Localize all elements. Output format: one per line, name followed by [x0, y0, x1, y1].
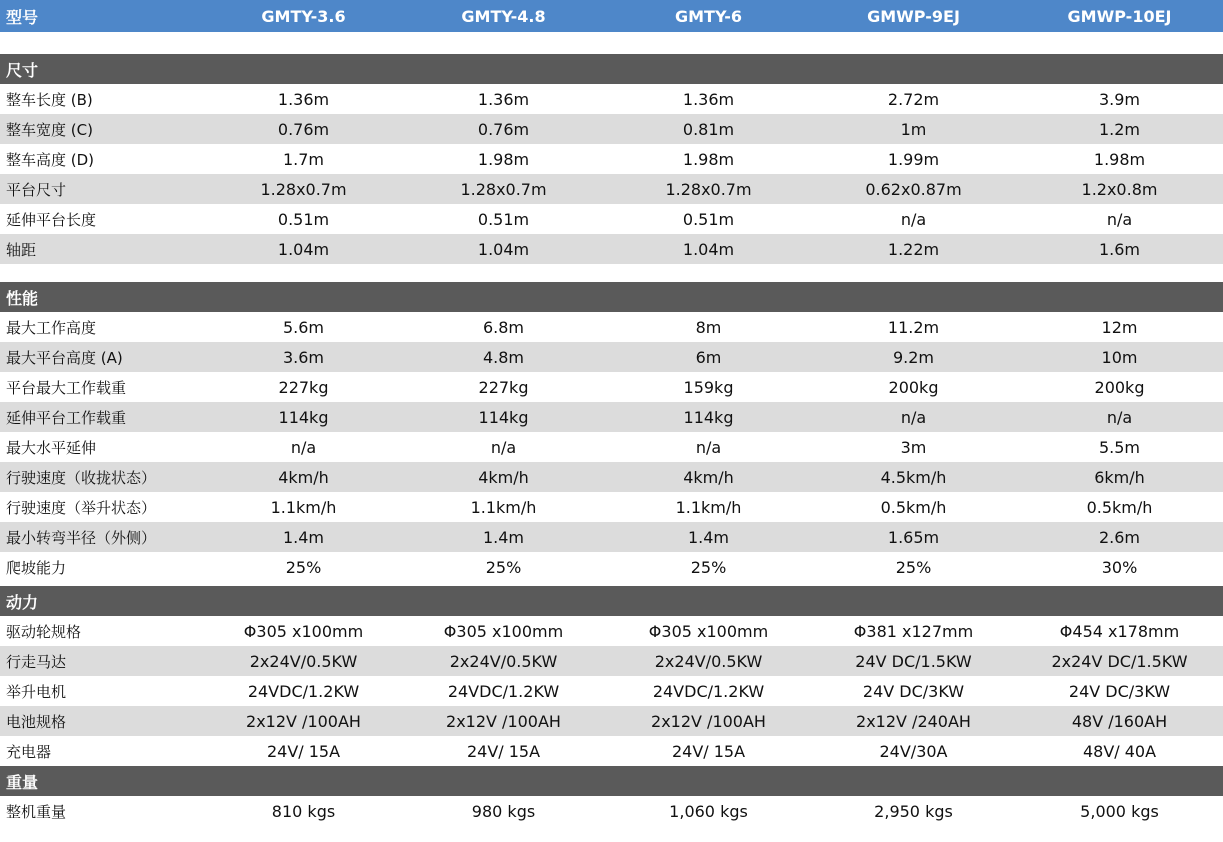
row-value: 114kg — [683, 407, 734, 427]
row-value: 0.51m — [277, 209, 330, 229]
row-value: 810 kgs — [271, 801, 336, 821]
row-value: 2x12V /240AH — [856, 711, 971, 731]
row-value: 3.6m — [282, 347, 325, 367]
row-value: 1m — [900, 119, 927, 139]
row-value: 24V DC/3KW — [1068, 681, 1171, 701]
row-value: 2x24V/0.5KW — [654, 651, 763, 671]
table-row — [0, 144, 1223, 174]
row-value: 12m — [1101, 317, 1138, 337]
row-value: 9.2m — [892, 347, 935, 367]
model-header: GMTY-6 — [675, 6, 742, 26]
table-row — [0, 616, 1223, 646]
row-value: 1.98m — [477, 149, 530, 169]
row-label: 最大水平延伸 — [6, 438, 97, 457]
row-value: 6.8m — [482, 317, 525, 337]
row-value: 24V/ 15A — [466, 741, 541, 761]
row-value: Φ305 x100mm — [443, 621, 564, 641]
row-label: 整机重量 — [6, 802, 67, 821]
row-value: 200kg — [1094, 377, 1145, 397]
row-value: 1.04m — [682, 239, 735, 259]
table-row — [0, 312, 1223, 342]
table-row — [0, 462, 1223, 492]
row-value: 1.65m — [887, 527, 940, 547]
row-value: 0.51m — [477, 209, 530, 229]
row-value: 8m — [695, 317, 722, 337]
row-value: 24V/ 15A — [671, 741, 746, 761]
row-value: 5.6m — [282, 317, 325, 337]
row-label: 驱动轮规格 — [6, 622, 82, 641]
row-value: 1.98m — [682, 149, 735, 169]
row-value: 1.6m — [1098, 239, 1141, 259]
row-value: n/a — [490, 437, 517, 457]
table-row — [0, 432, 1223, 462]
row-value: 6m — [695, 347, 722, 367]
row-value: Φ454 x178mm — [1059, 621, 1180, 641]
row-value: Φ305 x100mm — [243, 621, 364, 641]
section-header — [0, 766, 1223, 796]
row-value: 159kg — [683, 377, 734, 397]
row-value: n/a — [290, 437, 317, 457]
row-value: 25% — [485, 557, 522, 577]
row-value: 0.5km/h — [880, 497, 947, 517]
table-row — [0, 492, 1223, 522]
table-row — [0, 234, 1223, 264]
row-label: 举升电机 — [6, 682, 67, 701]
row-value: 2x24V/0.5KW — [449, 651, 558, 671]
row-label: 最小转弯半径（外侧） — [6, 528, 157, 547]
section-title: 重量 — [6, 772, 39, 792]
table-row — [0, 522, 1223, 552]
row-value: 48V/ 40A — [1082, 741, 1157, 761]
row-value: 1.1km/h — [270, 497, 337, 517]
row-value: 25% — [285, 557, 322, 577]
sections-container — [0, 32, 1223, 826]
table-row — [0, 372, 1223, 402]
row-value: 5,000 kgs — [1080, 801, 1159, 821]
row-value: 2.72m — [887, 89, 940, 109]
row-value: 24V/ 15A — [266, 741, 341, 761]
row-value: 1.04m — [477, 239, 530, 259]
row-value: 1.7m — [282, 149, 325, 169]
row-value: 2x12V /100AH — [446, 711, 561, 731]
row-value: 1.98m — [1093, 149, 1146, 169]
row-value: 24VDC/1.2KW — [447, 681, 560, 701]
row-value: 3.9m — [1098, 89, 1141, 109]
row-value: 3m — [900, 437, 927, 457]
row-label: 最大工作高度 — [6, 318, 97, 337]
row-label: 延伸平台长度 — [6, 210, 97, 229]
table-row — [0, 552, 1223, 582]
section-header — [0, 586, 1223, 616]
header-row — [0, 0, 1223, 32]
row-value: 4.5km/h — [880, 467, 947, 487]
row-value: 2,950 kgs — [874, 801, 953, 821]
row-value: 10m — [1101, 347, 1138, 367]
row-value: 30% — [1101, 557, 1138, 577]
row-value: 980 kgs — [471, 801, 536, 821]
table-row — [0, 84, 1223, 114]
row-value: 2.6m — [1098, 527, 1141, 547]
row-label: 电池规格 — [6, 712, 67, 731]
row-value: 24VDC/1.2KW — [652, 681, 765, 701]
section-title: 尺寸 — [6, 60, 39, 80]
table-row — [0, 174, 1223, 204]
row-value: Φ305 x100mm — [648, 621, 769, 641]
row-value: 4km/h — [478, 467, 529, 487]
row-value: 24V/30A — [879, 741, 948, 761]
table-row — [0, 204, 1223, 234]
row-label: 整车长度 (B) — [6, 90, 93, 109]
row-label: 整车高度 (D) — [6, 150, 95, 169]
section-title: 动力 — [6, 592, 39, 612]
row-value: 1.28x0.7m — [260, 179, 347, 199]
row-value: n/a — [900, 407, 927, 427]
section-header — [0, 282, 1223, 312]
row-value: 0.62x0.87m — [865, 179, 962, 199]
table-row — [0, 402, 1223, 432]
row-value: 1.1km/h — [470, 497, 537, 517]
row-value: 2x12V /100AH — [246, 711, 361, 731]
row-value: 0.76m — [277, 119, 330, 139]
row-value: 2x12V /100AH — [651, 711, 766, 731]
row-value: 1.28x0.7m — [665, 179, 752, 199]
table-row — [0, 114, 1223, 144]
table-row — [0, 676, 1223, 706]
section-header — [0, 54, 1223, 84]
row-label: 行走马达 — [6, 652, 67, 671]
section-gap — [0, 264, 1223, 282]
row-label: 行驶速度（收拢状态） — [6, 468, 157, 487]
row-label: 整车宽度 (C) — [6, 120, 93, 139]
row-value: 24V DC/1.5KW — [855, 651, 972, 671]
row-value: 1.99m — [887, 149, 940, 169]
row-label: 延伸平台工作载重 — [6, 408, 127, 427]
row-label: 行驶速度（举升状态） — [6, 498, 157, 517]
row-label: 充电器 — [6, 742, 52, 761]
table-row — [0, 646, 1223, 676]
row-value: 0.51m — [682, 209, 735, 229]
row-value: 0.5km/h — [1086, 497, 1153, 517]
table-row — [0, 342, 1223, 372]
row-value: 227kg — [278, 377, 329, 397]
row-value: n/a — [1106, 407, 1133, 427]
row-value: n/a — [695, 437, 722, 457]
row-value: 1.1km/h — [675, 497, 742, 517]
row-value: 25% — [690, 557, 727, 577]
table-row — [0, 706, 1223, 736]
row-value: 11.2m — [887, 317, 940, 337]
row-value: 227kg — [478, 377, 529, 397]
row-label: 爬坡能力 — [6, 558, 67, 577]
row-value: 6km/h — [1094, 467, 1145, 487]
row-value: 24VDC/1.2KW — [247, 681, 360, 701]
row-value: n/a — [1106, 209, 1133, 229]
model-header: GMTY-3.6 — [261, 6, 346, 26]
row-value: 2x24V DC/1.5KW — [1051, 651, 1188, 671]
row-value: 1.36m — [477, 89, 530, 109]
row-value: 24V DC/3KW — [862, 681, 965, 701]
model-header: GMTY-4.8 — [461, 6, 546, 26]
row-label: 平台最大工作载重 — [6, 378, 127, 397]
row-value: 114kg — [478, 407, 529, 427]
row-value: 4km/h — [278, 467, 329, 487]
row-value: 4.8m — [482, 347, 525, 367]
row-value: 48V /160AH — [1071, 711, 1168, 731]
model-header: GMWP-9EJ — [867, 6, 960, 26]
section-title: 性能 — [6, 288, 39, 308]
row-label: 最大平台高度 (A) — [6, 348, 123, 367]
row-value: 1.4m — [482, 527, 525, 547]
row-value: 1.4m — [282, 527, 325, 547]
row-label: 轴距 — [6, 240, 37, 259]
section-gap — [0, 32, 1223, 54]
row-value: 200kg — [888, 377, 939, 397]
header-label: 型号 — [6, 7, 39, 27]
row-value: 2x24V/0.5KW — [249, 651, 358, 671]
row-value: 4km/h — [683, 467, 734, 487]
table-row — [0, 796, 1223, 826]
row-value: 5.5m — [1098, 437, 1141, 457]
row-value: 114kg — [278, 407, 329, 427]
row-value: 1.28x0.7m — [460, 179, 547, 199]
table-row — [0, 736, 1223, 766]
row-value: Φ381 x127mm — [853, 621, 974, 641]
row-value: 1.04m — [277, 239, 330, 259]
row-value: 1.36m — [277, 89, 330, 109]
row-value: 1.22m — [887, 239, 940, 259]
row-value: 0.81m — [682, 119, 735, 139]
row-value: 1.4m — [687, 527, 730, 547]
row-value: 1.2x0.8m — [1081, 179, 1158, 199]
row-value: 1,060 kgs — [669, 801, 748, 821]
row-value: 25% — [895, 557, 932, 577]
model-header: GMWP-10EJ — [1067, 6, 1172, 26]
row-value: 0.76m — [477, 119, 530, 139]
row-label: 平台尺寸 — [6, 180, 67, 199]
row-value: 1.2m — [1098, 119, 1141, 139]
row-value: 1.36m — [682, 89, 735, 109]
row-value: n/a — [900, 209, 927, 229]
